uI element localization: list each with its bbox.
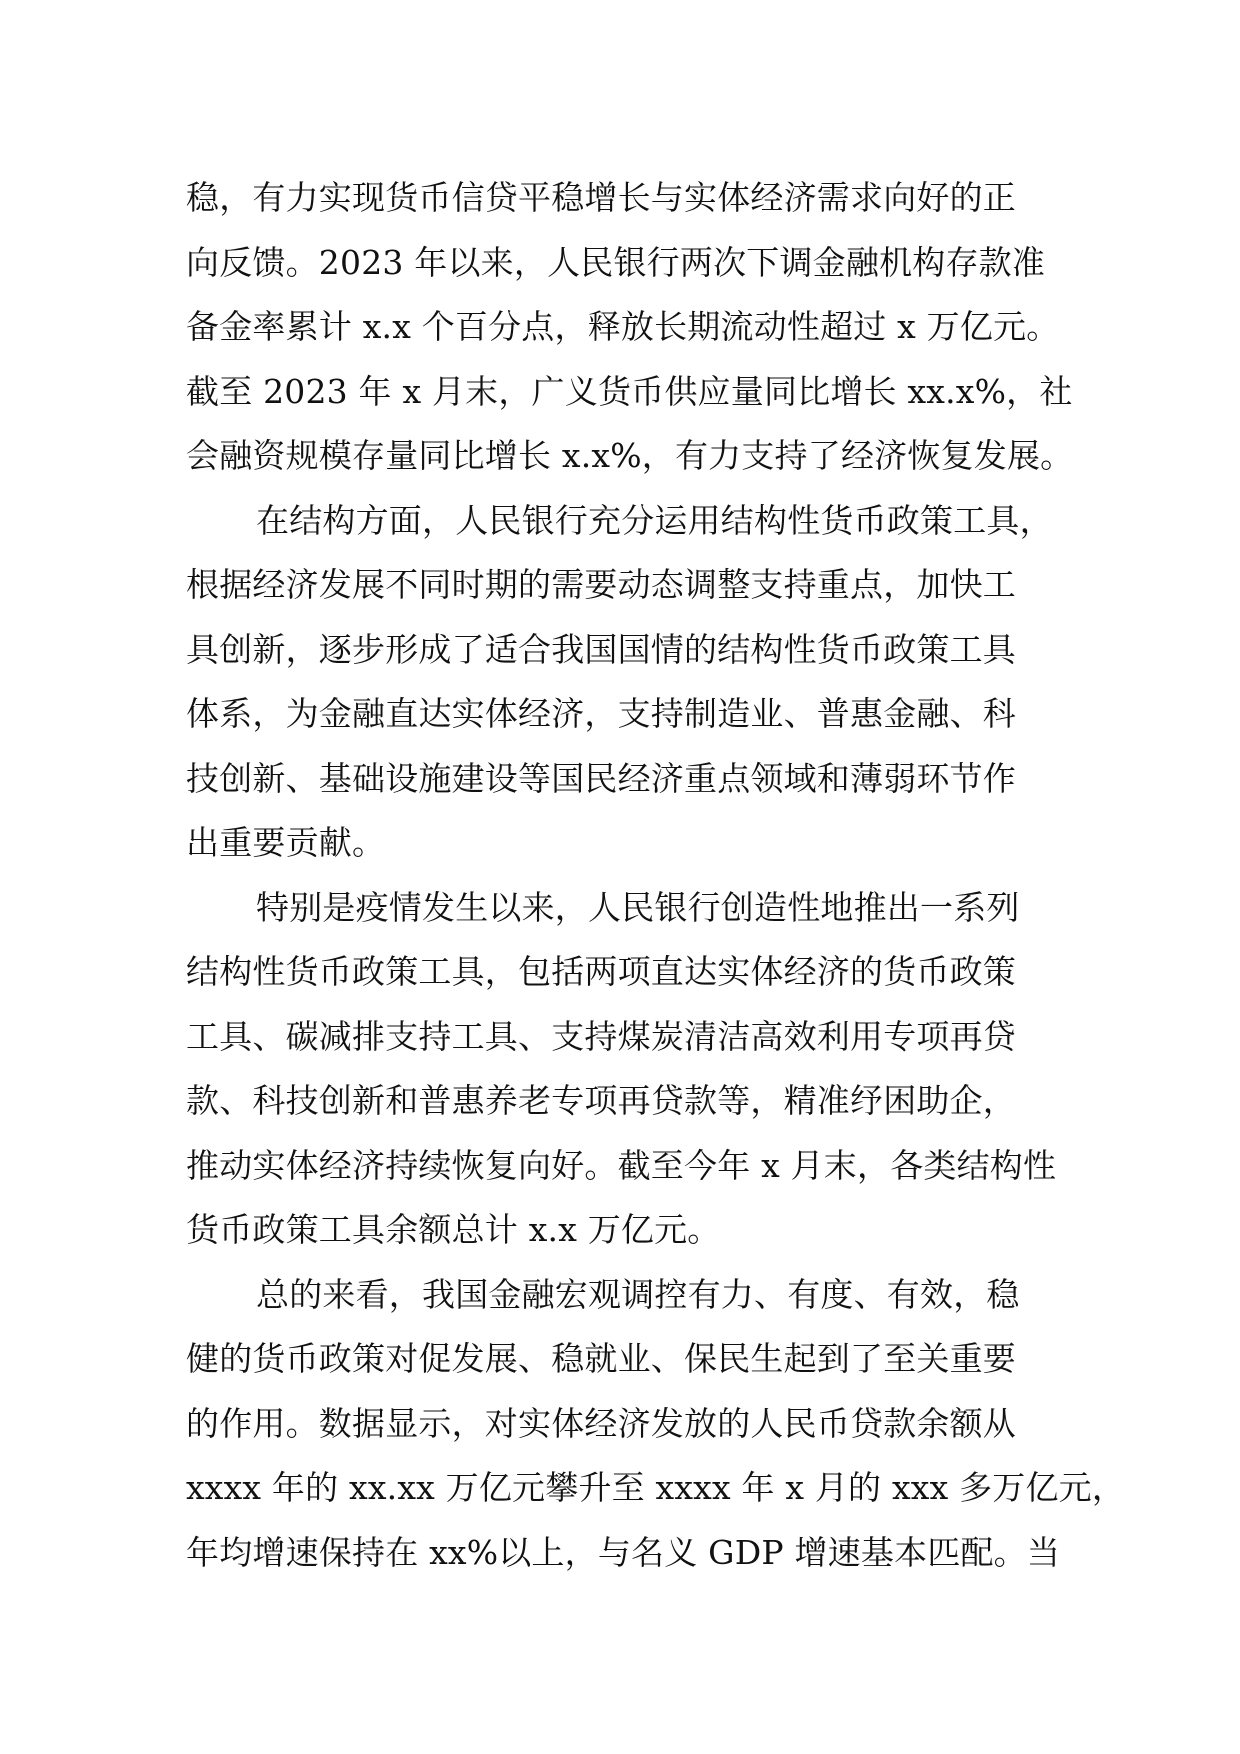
paragraph-3-line-5: 推动实体经济持续恢复向好。截至今年 x 月末，各类结构性 [186, 1145, 1057, 1185]
paragraph-4-line-3: 的作用。数据显示，对实体经济发放的人民币贷款余额从 [186, 1403, 1016, 1443]
paragraph-3-line-1: 特别是疫情发生以来，人民银行创造性地推出一系列 [256, 887, 1020, 927]
paragraph-2-line-3: 具创新，逐步形成了适合我国国情的结构性货币政策工具 [186, 629, 1016, 669]
paragraph-2-line-4: 体系，为金融直达实体经济，支持制造业、普惠金融、科 [186, 694, 1016, 733]
paragraph-2-line-1: 在结构方面，人民银行充分运用结构性货币政策工具， [256, 500, 1053, 540]
paragraph-2-line-6: 出重要贡献。 [186, 823, 386, 862]
paragraph-1-line-1: 稳，有力实现货币信贷平稳增长与实体经济需求向好的正 [186, 178, 1016, 217]
paragraph-3-line-6: 货币政策工具余额总计 x.x 万亿元。 [186, 1210, 721, 1249]
paragraph-1-line-5: 会融资规模存量同比增长 x.x%，有力支持了经济恢复发展。 [186, 436, 1074, 475]
paragraph-2-line-2: 根据经济发展不同时期的需要动态调整支持重点，加快工 [186, 565, 1016, 604]
paragraph-3-line-3: 工具、碳减排支持工具、支持煤炭清洁高效利用专项再贷 [186, 1016, 1016, 1056]
document-body [186, 166, 1126, 1585]
paragraph-1-line-3: 备金率累计 x.x 个百分点，释放长期流动性超过 x 万亿元。 [186, 307, 1060, 346]
paragraph-4-line-1: 总的来看，我国金融宏观调控有力、有度、有效，稳 [256, 1274, 1020, 1314]
paragraph-3-line-4: 款、科技创新和普惠养老专项再贷款等，精准纾困助企， [186, 1081, 1016, 1120]
paragraph-1-line-4: 截至 2023 年 x 月末，广义货币供应量同比增长 xx.x%，社 [186, 371, 1073, 411]
paragraph-2-line-5: 技创新、基础设施建设等国民经济重点领域和薄弱环节作 [186, 758, 1016, 798]
paragraph-3-line-2: 结构性货币政策工具，包括两项直达实体经济的货币政策 [186, 952, 1016, 991]
paragraph-1-line-2: 向反馈。2023 年以来，人民银行两次下调金融机构存款准 [186, 242, 1046, 282]
paragraph-4-line-2: 健的货币政策对促发展、稳就业、保民生起到了至关重要 [186, 1339, 1016, 1378]
paragraph-4-line-5: 年均增速保持在 xx%以上，与名义 GDP 增速基本匹配。当 [186, 1532, 1061, 1572]
paragraph-4-line-4: xxxx 年的 xx.xx 万亿元攀升至 xxxx 年 x 月的 xxx 多万亿元， [186, 1468, 1126, 1507]
